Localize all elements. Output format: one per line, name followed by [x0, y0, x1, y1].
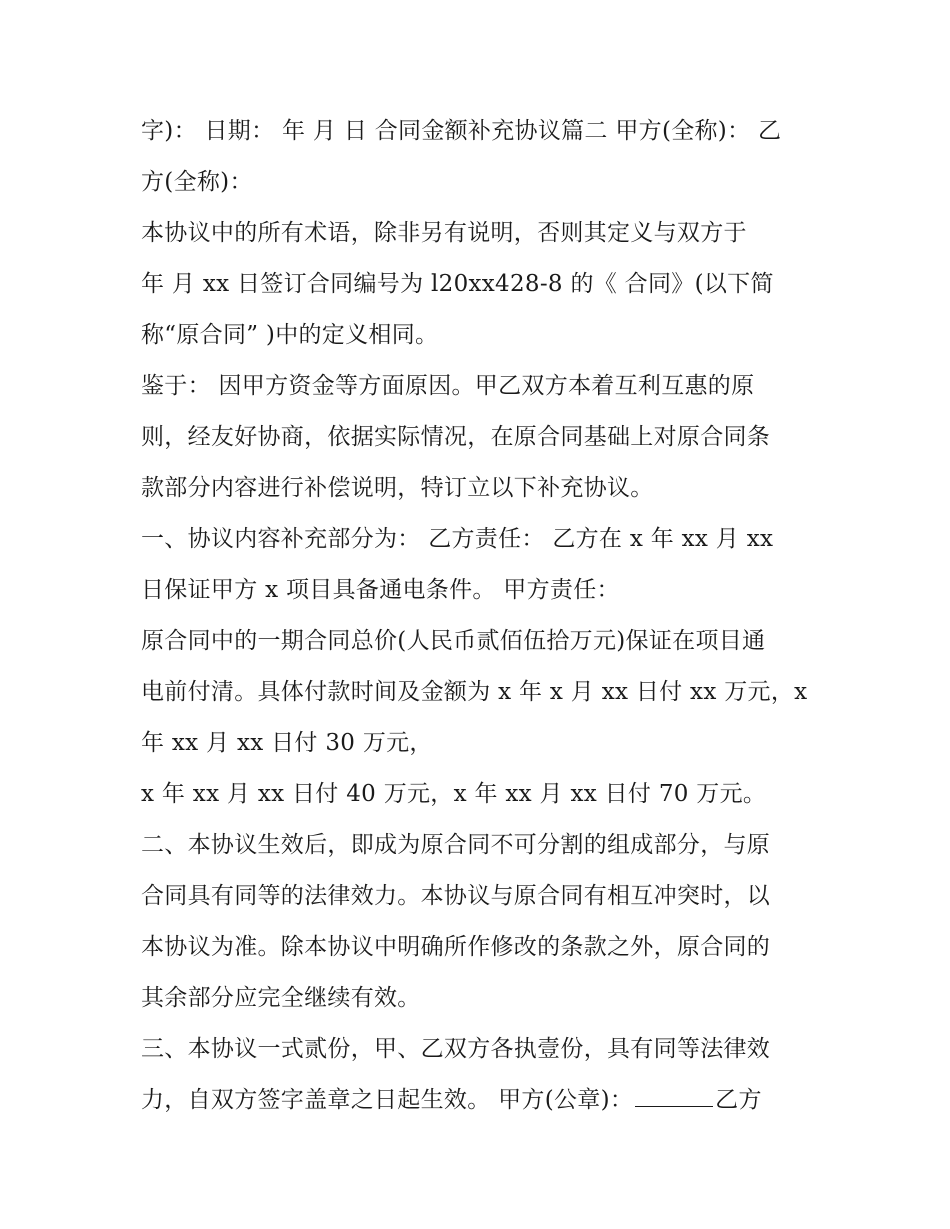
- text-line-20: [141, 1085, 762, 1115]
- text-line-5: 称“原合同” )中的定义相同。: [141, 322, 439, 348]
- text-line-18: 其余部分应完全继续有效。: [141, 985, 421, 1011]
- text-line-4: 年 月 xx 日签订合同编号为 l20xx428-8 的《 合同》(以下简: [141, 271, 774, 297]
- text-line-6: 鉴于： 因甲方资金等方面原因。甲乙双方本着互利互惠的原: [141, 373, 755, 399]
- text-line-14: x 年 xx 月 xx 日付 40 万元，x 年 xx 月 xx 日付 70 万元。: [141, 781, 767, 807]
- text-line-19: 三、本协议一式贰份，甲、乙双方各执壹份，具有同等法律效: [141, 1036, 771, 1062]
- text-line-7: 则，经友好协商，依据实际情况，在原合同基础上对原合同条: [141, 424, 771, 450]
- text-line-11: 原合同中的一期合同总价(人民币贰佰伍拾万元)保证在项目通: [141, 628, 766, 654]
- text-line-16: 合同具有同等的法律效力。本协议与原合同有相互冲突时，以: [141, 883, 771, 909]
- text-line-15: 二、本协议生效后，即成为原合同不可分割的组成部分，与原: [141, 832, 771, 858]
- text-line-8: 款部分内容进行补偿说明，特订立以下补充协议。: [141, 475, 654, 501]
- signature-blank: [635, 1086, 713, 1107]
- text-line-3: 本协议中的所有术语，除非另有说明，否则其定义与双方于: [141, 220, 747, 246]
- text-line-13: 年 xx 月 xx 日付 30 万元，: [141, 730, 433, 756]
- text-line-9: 一、协议内容补充部分为： 乙方责任： 乙方在 x 年 xx 月 xx: [141, 526, 774, 552]
- text-line-17: 本协议为准。除本协议中明确所作修改的条款之外，原合同的: [141, 934, 771, 960]
- text-line-10: 日保证甲方 x 项目具备通电条件。 甲方责任：: [141, 577, 620, 603]
- signature-line-text: 力，自双方签字盖章之日起生效。 甲方(公章)：: [141, 1087, 634, 1113]
- text-line-1: 字)： 日期： 年 月 日 合同金额补充协议篇二 甲方(全称)： 乙: [141, 118, 782, 144]
- text-line-2: 方(全称)：: [141, 169, 253, 195]
- text-line-12: 电前付清。具体付款时间及金额为 x 年 x 月 xx 日付 xx 万元，x: [141, 679, 808, 705]
- signature-line-tail: 乙方: [715, 1087, 762, 1113]
